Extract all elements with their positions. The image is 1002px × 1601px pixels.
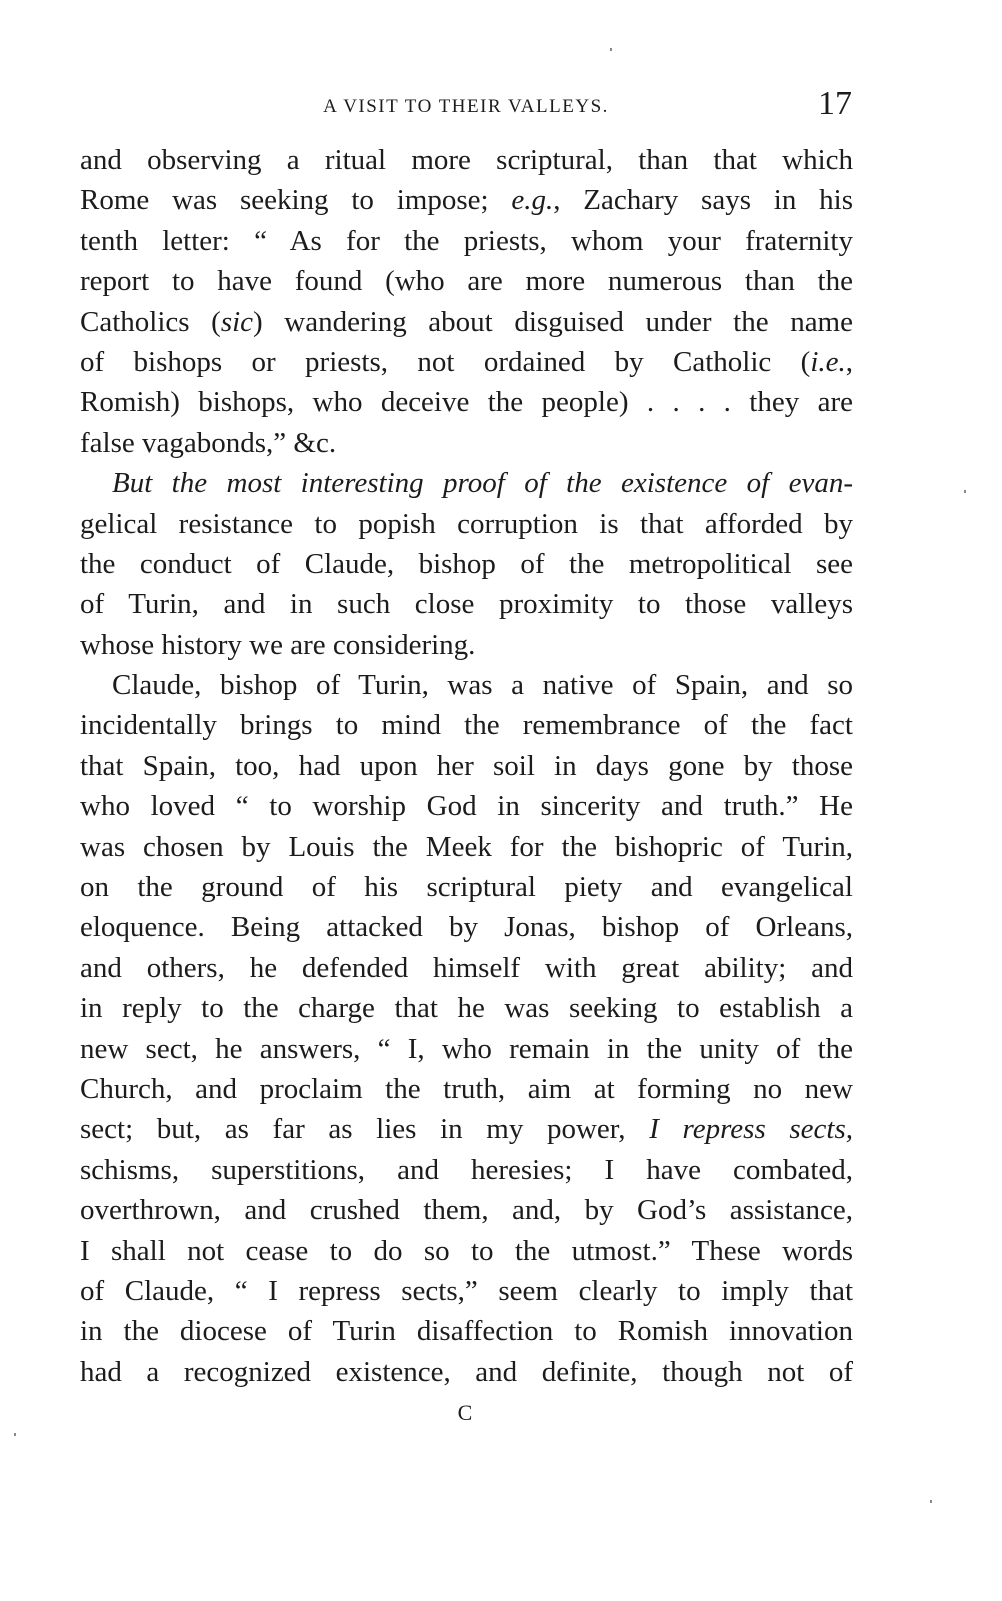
text-line: had a recognized existence, and definite, though not of [80, 1355, 853, 1388]
page-header [80, 84, 852, 124]
text-line: and observing a ritual more scriptural, than that which [80, 144, 853, 176]
text-line: report to have found (who are more numerous than the [80, 265, 853, 298]
signature-mark: C [457, 1400, 473, 1425]
text-line: Claude, bishop of Turin, was a native of Spain, and so [112, 669, 853, 702]
text-line: of Claude, “ I repress sects,” seem clearly to imply that [80, 1274, 853, 1307]
text-line: eloquence. Being attacked by Jonas, bishop of Orleans, [80, 911, 853, 944]
body-text [80, 140, 853, 1392]
text-line: was chosen by Louis the Meek for the bishopric of Turin, [80, 830, 853, 863]
text-line: of Turin, and in such close proximity to those valleys [80, 588, 853, 621]
text-line: Romish) bishops, who deceive the people) . . . . they are [80, 386, 853, 419]
text-line: and others, he defended himself with great ability; and [80, 951, 853, 984]
paper-speck [14, 1433, 16, 1436]
text-line: Rome was seeking to impose; e.g., Zachary says in his [80, 184, 853, 217]
text-line: tenth letter: “ As for the priests, whom your fraternity [80, 224, 853, 257]
text-line: incidentally brings to mind the remembrance of the fact [80, 709, 853, 742]
text-line: Catholics (sic) wandering about disguised under the name [80, 305, 853, 338]
text-line: in the diocese of Turin disaffection to Romish innovation [80, 1315, 853, 1348]
paragraph-1 [80, 140, 853, 463]
paragraph-2 [80, 463, 853, 665]
text-line: Church, and proclaim the truth, aim at forming no new [80, 1072, 853, 1105]
text-line: who loved “ to worship God in sincerity and truth.” He [80, 790, 853, 823]
page-number: 17 [818, 85, 852, 122]
text-line: I shall not cease to do so to the utmost.” These words [80, 1234, 853, 1267]
paragraph-3 [80, 665, 853, 1392]
text-line: false vagabonds,” &c. [80, 426, 337, 459]
running-head: A VISIT TO THEIR VALLEYS. [323, 96, 609, 117]
text-line: sect; but, as far as lies in my power, I repress sects, [80, 1113, 854, 1146]
text-line: new sect, he answers, “ I, who remain in the unity of the [80, 1032, 853, 1065]
text-line: that Spain, too, had upon her soil in days gone by those [80, 749, 853, 782]
text-line: But the most interesting proof of the existence of evan- [112, 467, 853, 500]
text-line: on the ground of his scriptural piety and evangelical [80, 871, 853, 904]
text-line: whose history we are considering. [80, 628, 476, 661]
text-line: schisms, superstitions, and heresies; I have combated, [80, 1153, 853, 1186]
text-line: the conduct of Claude, bishop of the metropolitical see [80, 547, 853, 580]
text-line: gelical resistance to popish corruption is that afforded by [80, 507, 853, 540]
text-line: overthrown, and crushed them, and, by God’s assistance, [80, 1194, 853, 1227]
text-line: of bishops or priests, not ordained by Catholic (i.e., [80, 345, 853, 378]
paper-speck [964, 490, 966, 493]
text-line: in reply to the charge that he was seeking to establish a [80, 992, 853, 1025]
paper-speck [930, 1500, 932, 1503]
paper-speck [610, 48, 612, 51]
